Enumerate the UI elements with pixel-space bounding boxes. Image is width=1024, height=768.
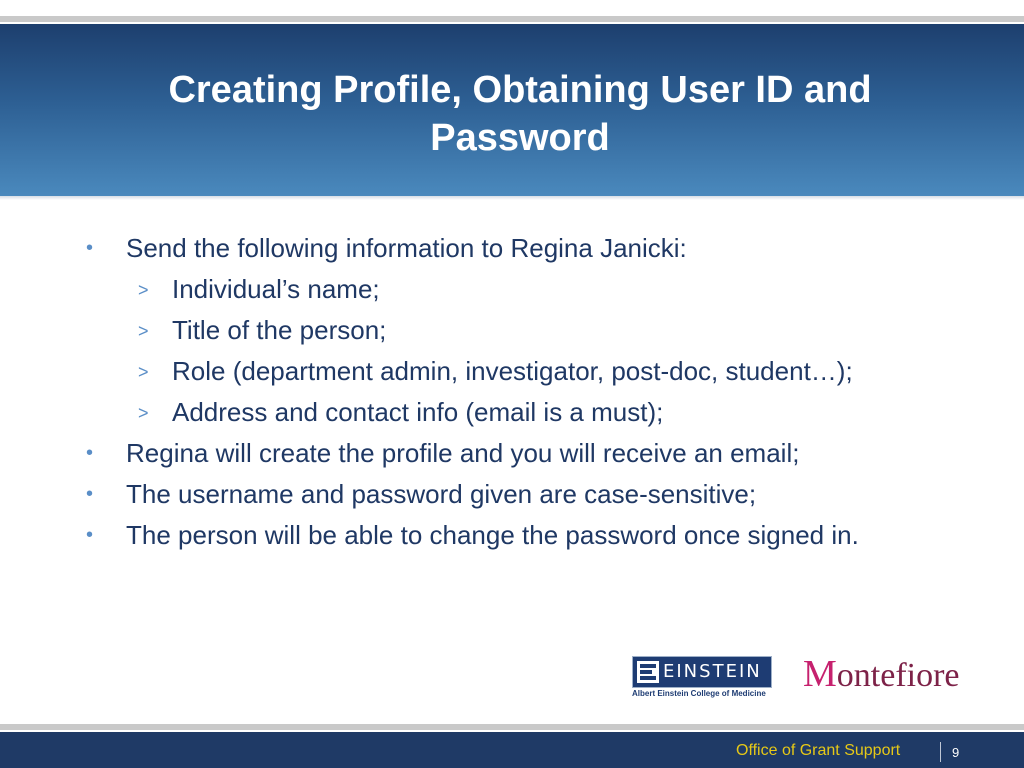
slide-title-line-2: Password [430,117,610,159]
bullet-item [80,474,960,515]
bullet-dot-icon: • [86,524,94,546]
chevron-right-icon: > [138,280,149,300]
bullet-text: The username and password given are case-sensitive; [126,479,757,509]
banner-shadow [0,196,1024,200]
sub-bullet-item [80,392,960,433]
top-divider [0,16,1024,22]
footer-label: Office of Grant Support [736,742,901,759]
bullet-item [80,515,960,556]
bullet-text: The person will be able to change the password once signed in. [126,520,859,550]
einstein-emblem-icon [637,661,659,683]
sub-bullet-text: Role (department admin, investigator, post-doc, student…); [172,356,853,386]
bullet-list [80,228,960,556]
slide-title [120,66,920,162]
bullet-dot-icon: • [86,237,94,259]
bullet-dot-icon: • [86,442,94,464]
page-number: 9 [952,745,960,760]
sub-bullet-text: Address and contact info (email is a must); [172,397,664,427]
bullet-item [80,228,960,269]
sub-bullet-item [80,310,960,351]
bullet-text: Send the following information to Regina Janicki: [126,233,687,263]
sub-bullet-text: Individual’s name; [172,274,380,304]
bottom-divider [0,724,1024,730]
einstein-wordmark: EINSTEIN [663,661,762,682]
einstein-logo [632,656,772,700]
slide-title-line-1: Creating Profile, Obtaining User ID and [168,69,872,111]
sub-bullet-item [80,351,960,392]
footer-separator [940,742,941,762]
chevron-right-icon: > [138,362,149,382]
bullet-dot-icon: • [86,483,94,505]
bullet-item [80,433,960,474]
sub-bullet-text: Title of the person; [172,315,387,345]
montefiore-logo [803,652,960,696]
montefiore-wordmark: ontefiore [836,657,960,694]
chevron-right-icon: > [138,403,149,423]
sub-bullet-item [80,269,960,310]
einstein-subtitle: Albert Einstein College of Medicine [632,689,766,698]
chevron-right-icon: > [138,321,149,341]
bullet-text: Regina will create the profile and you will receive an email; [126,438,800,468]
montefiore-initial: M [803,653,837,695]
einstein-logo-bar [632,656,772,688]
